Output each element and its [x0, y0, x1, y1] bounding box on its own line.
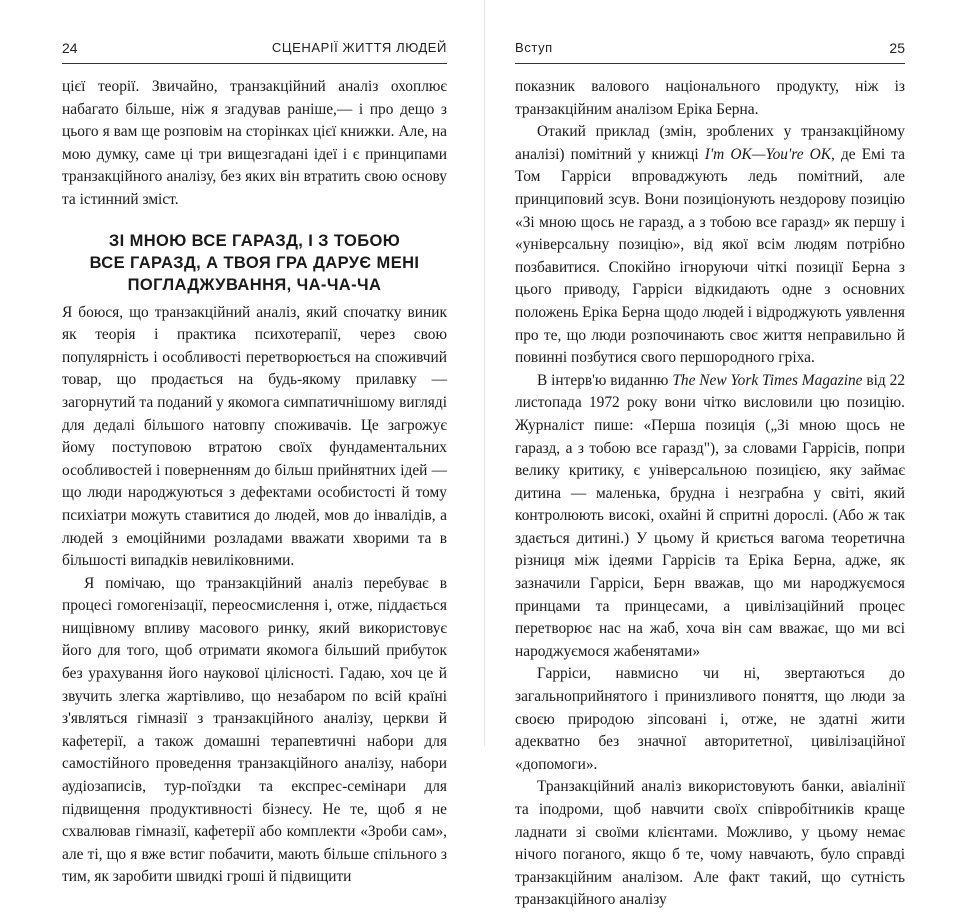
header-rule	[515, 63, 905, 64]
paragraph-text: Отакий приклад (змін, зроблених у транзакційному аналізі) помітний у книжці	[515, 123, 905, 163]
section-heading	[62, 230, 447, 296]
paragraph: цієї теорії. Звичайно, транзакційний аналіз охоплює набагато більше, ніж я згадував раніше,— і про дещо з цього я вам ще розповім на сторінках цієї книжки. Але, на мою думку, саме ці три вищезгадані ідеї і є принципами транзакційного аналізу, без яких він втратить свою основу та істинний зміст.	[62, 78, 447, 208]
page-number: 25	[889, 40, 905, 56]
header-rule	[62, 63, 447, 64]
running-title: Вступ	[515, 40, 553, 55]
paragraph: Я помічаю, що транзакційний аналіз перебуває в процесі гомогенізації, переосмислення і, отже, піддається нищівному впливу масового ринку, який використовує його для того, щоб отримати якомога більший прибуток без урахування його наукової цілісності. Гадаю, хоч це й звучить злегка жартівливо, що незабаром по всій країні з'являться гімназії з транзакційного аналізу, церкви й кафетерії, а також домашні терапевтичні набори для самостійного проведення транзакційного аналізу, набори аудіозаписів, тур-поїздки та експрес-семінари для підвищення продуктивності бізнесу. Не те, щоб я не схвалював гімназії, кафетерії або комплекти «Зроби сам», але ті, що я вже встиг побачити, мають більше спільного з тим, як заробити швидкі гроші й підвищити	[62, 574, 447, 886]
paragraph: показник валового національного продукту, ніж із транзакційним аналізом Еріка Берна.	[515, 78, 905, 118]
page-number: 24	[62, 40, 78, 56]
paragraph: Я боюся, що транзакційний аналіз, який спочатку виник як теорія і практика психотерапії, через свою популярність і особливості перетворюється на споживчий товар, що продається на будь-якому прилавку — загорнутий та поданий у якомога симпатичнішому вигляді для дедалі більшого натовпу споживачів. Це загрожує йому поступовою втратою своїх фундаментальних особливостей і поверненням до більш прийнятних ідей — що люди народжуються з дефектами особистості й тому психіатри можуть ставитися до людей, мов до інвалідів, а людей з емоційними розладами вважати хворими та в більшості випадків невиліковними.	[62, 303, 447, 570]
right-running-head	[515, 40, 905, 60]
heading-line: ПОГЛАДЖУВАННЯ, ЧА-ЧА-ЧА	[127, 275, 382, 294]
magazine-title: The New York Times Magazine	[672, 371, 863, 389]
paragraph: Гарріси, навмисно чи ні, звертаються до загальноприйнятого і принизливого поняття, що люди за своєю природою зіпсовані і, отже, не здатні жити адекватно без значної авторитетної, цивілізаційної «допомоги».	[515, 665, 905, 773]
heading-line: ВСЕ ГАРАЗД, А ТВОЯ ГРА ДАРУЄ МЕНІ	[89, 253, 420, 272]
right-page-body	[515, 76, 905, 912]
paragraph-text: від 22 листопада 1972 року вони чітко висловили цю позицію. Журналіст пише: «Перша позиція („Зі мною щось не гаразд, а з тобою все гаразд"), за словами Гаррісів, попри велику критику, є універсальною позицією, яку займає дитина — маленька, брудна і незграбна у світі, який контролюють високі, охайні й спритні дорослі. (Або ж так здається дитині.) У цьому й криється вагома теоретична різниця між ідеями Гаррісів та Еріка Берна, адже, як зазначили Гарріси, Берн вважав, що ми народжуємося принцами та принцесами, а цивілізаційний процес перетворює нас на жаб, хоча він сам вважає, що ми всі народжуємося жабенятами»	[515, 371, 906, 660]
paragraph-text: , де Емі та Том Гарріси впроваджують ледь помітний, але принциповий зсув. Вони позиціонують нездорову позицію «Зі мною щось не гаразд, а з тобою все гаразд» як першу і «універсальну позицію», від якої всім людям потрібно позбавитися. Спокійно ігноруючи чіткі позиції Берна з цього приводу, Гарріси відкидають одне з основних положень Еріка Берна щодо людей і відроджують уявлення про те, що люди розпочинають своє життя неправильно й повинні позбутися свого першородного гріха.	[515, 145, 906, 367]
gutter	[484, 0, 485, 746]
running-title: СЦЕНАРІЇ ЖИТТЯ ЛЮДЕЙ	[271, 40, 447, 55]
paragraph	[515, 370, 905, 664]
heading-line: ЗІ МНОЮ ВСЕ ГАРАЗД, І З ТОБОЮ	[108, 231, 401, 250]
left-running-head	[62, 40, 447, 60]
paragraph	[515, 121, 905, 370]
book-title: I'm OK—You're OK	[704, 145, 832, 163]
paragraph: Транзакційний аналіз використовують банки, авіалінії та іподроми, щоб навчити своїх співробітників краще ладнати зі своїми клієнтами. Можливо, у цьому немає нічого поганого, якщо б те, чому навчають, було справді транзакційним аналізом. Але факт такий, що сутність транзакційного аналізу	[515, 778, 905, 909]
paragraph-text: В інтерв'ю виданню	[537, 371, 673, 389]
left-page-body	[62, 76, 447, 889]
left-page	[62, 0, 447, 886]
right-page	[515, 0, 906, 909]
